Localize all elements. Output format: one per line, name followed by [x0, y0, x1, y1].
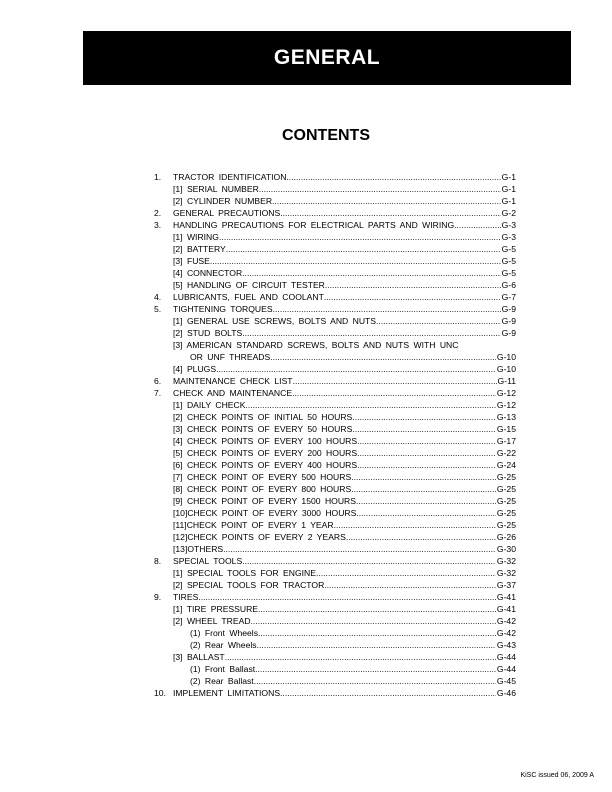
contents-heading: CONTENTS — [282, 127, 370, 144]
toc-leader-dots — [270, 351, 496, 363]
toc-entry-line — [173, 255, 516, 267]
toc-entry-page: G-25 — [496, 520, 516, 530]
toc-entry[interactable] — [154, 171, 516, 183]
toc-entry-line — [173, 219, 516, 231]
toc-entry-page: G-10 — [496, 352, 516, 362]
toc-entry-page: G-42 — [496, 616, 516, 626]
toc-entry-line — [173, 459, 516, 471]
toc-entry-label: [3] FUSE — [173, 256, 210, 266]
toc-entry-line — [173, 543, 516, 555]
toc-entry-line — [173, 183, 516, 195]
toc-entry-page: G-3 — [501, 220, 516, 230]
toc-entry[interactable] — [154, 591, 516, 603]
toc-entry[interactable] — [154, 267, 516, 279]
toc-entry[interactable] — [154, 651, 516, 663]
toc-leader-dots — [242, 267, 501, 279]
toc-entry[interactable] — [154, 399, 516, 411]
toc-entry-page: G-9 — [501, 304, 516, 314]
toc-entry-page: G-42 — [496, 628, 516, 638]
toc-entry[interactable] — [154, 423, 516, 435]
toc-entry-line — [190, 351, 516, 363]
toc-leader-dots — [324, 579, 496, 591]
toc-leader-dots — [280, 207, 500, 219]
toc-entry-number: 3. — [154, 220, 162, 230]
toc-entry-label: (1) Front Wheels — [190, 628, 258, 638]
toc-entry-line — [173, 435, 516, 447]
toc-leader-dots — [257, 639, 496, 651]
toc-leader-dots — [324, 291, 501, 303]
toc-entry[interactable] — [154, 519, 516, 531]
toc-leader-dots — [376, 315, 501, 327]
toc-entry-page: G-32 — [496, 556, 516, 566]
toc-entry-label: [5] HANDLING OF CIRCUIT TESTER — [173, 280, 325, 290]
section-title: GENERAL — [273, 46, 381, 69]
toc-leader-dots — [356, 495, 496, 507]
toc-entry-page: G-6 — [501, 280, 516, 290]
toc-entry-line — [173, 447, 516, 459]
issue-footer: KiSC issued 06, 2009 A — [520, 772, 594, 779]
toc-entry[interactable] — [154, 315, 516, 327]
toc-entry-number: 8. — [154, 556, 162, 566]
toc-entry-line — [173, 315, 516, 327]
toc-entry[interactable] — [154, 459, 516, 471]
toc-entry-line — [173, 495, 516, 507]
toc-entry-label: CHECK AND MAINTENANCE — [173, 388, 293, 398]
toc-entry-page: G-30 — [496, 544, 516, 554]
toc-entry-label: [10]CHECK POINT OF EVERY 3000 HOURS — [173, 508, 357, 518]
toc-leader-dots — [352, 411, 496, 423]
toc-leader-dots — [242, 555, 496, 567]
toc-leader-dots — [226, 243, 501, 255]
toc-entry-label: [4] CONNECTOR — [173, 268, 243, 278]
toc-entry-label: [1] DAILY CHECK — [173, 400, 246, 410]
toc-entry-label: [13]OTHERS — [173, 544, 224, 554]
toc-entry-label: [12]CHECK POINTS OF EVERY 2 YEARS — [173, 532, 346, 542]
toc-leader-dots — [272, 195, 501, 207]
toc-entry-line — [173, 195, 516, 207]
toc-entry-page: G-25 — [496, 472, 516, 482]
toc-entry-page: G-5 — [501, 256, 516, 266]
toc-entry-line — [173, 399, 516, 411]
toc-entry-number: 4. — [154, 292, 162, 302]
toc-leader-dots — [245, 399, 495, 411]
toc-entry-line — [173, 363, 516, 375]
toc-entry[interactable] — [154, 243, 516, 255]
toc-leader-dots — [351, 471, 496, 483]
toc-leader-dots — [286, 171, 500, 183]
toc-leader-dots — [334, 519, 496, 531]
toc-leader-dots — [273, 303, 501, 315]
toc-entry-line — [173, 231, 516, 243]
toc-entry-line — [190, 675, 516, 687]
toc-entry-page: G-44 — [496, 652, 516, 662]
toc-entry-label: SPECIAL TOOLS — [173, 556, 243, 566]
toc-entry-line — [173, 375, 516, 387]
toc-entry[interactable] — [154, 507, 516, 519]
toc-entry-label: TIGHTENING TORQUES — [173, 304, 273, 314]
toc-entry-line — [173, 555, 516, 567]
toc-entry-line — [173, 339, 458, 351]
toc-entry[interactable] — [154, 183, 516, 195]
toc-entry-line — [173, 279, 516, 291]
toc-entry[interactable] — [154, 603, 516, 615]
toc-entry-page: G-13 — [496, 412, 516, 422]
toc-entry-page: G-26 — [496, 532, 516, 542]
toc-entry-label: [1] TIRE PRESSURE — [173, 604, 259, 614]
toc-entry-label: [1] SPECIAL TOOLS FOR ENGINE — [173, 568, 316, 578]
toc-entry[interactable] — [154, 471, 516, 483]
toc-entry-line — [173, 243, 516, 255]
toc-entry-label: [9] CHECK POINT OF EVERY 1500 HOURS — [173, 496, 356, 506]
toc-entry[interactable] — [154, 579, 516, 591]
toc-entry-page: G-12 — [496, 388, 516, 398]
toc-leader-dots — [259, 183, 501, 195]
toc-entry-label: [2] SPECIAL TOOLS FOR TRACTOR — [173, 580, 325, 590]
toc-leader-dots — [255, 663, 496, 675]
toc-leader-dots — [225, 651, 496, 663]
toc-entry-number: 7. — [154, 388, 162, 398]
toc-entry-label: [3] BALLAST — [173, 652, 225, 662]
toc-entry-page: G-12 — [496, 400, 516, 410]
toc-entry[interactable] — [154, 567, 516, 579]
toc-entry[interactable] — [154, 555, 516, 567]
toc-entry[interactable] — [154, 543, 516, 555]
toc-entry-page: G-1 — [501, 184, 516, 194]
toc-entry-label: [2] CHECK POINTS OF INITIAL 50 HOURS — [173, 412, 353, 422]
toc-entry-page: G-1 — [501, 172, 516, 182]
toc-leader-dots — [357, 435, 496, 447]
toc-entry-label: IMPLEMENT LIMITATIONS — [173, 688, 281, 698]
toc-entry[interactable] — [154, 363, 516, 375]
toc-entry-line — [173, 567, 516, 579]
toc-entry[interactable] — [154, 531, 516, 543]
toc-entry-label: OR UNF THREADS — [190, 352, 271, 362]
toc-entry-number: 9. — [154, 592, 162, 602]
toc-entry-page: G-17 — [496, 436, 516, 446]
toc-leader-dots — [216, 363, 496, 375]
toc-leader-dots — [210, 255, 501, 267]
toc-entry[interactable] — [154, 351, 516, 363]
toc-entry-line — [173, 603, 516, 615]
toc-entry[interactable] — [154, 627, 516, 639]
toc-entry-line — [173, 387, 516, 399]
toc-entry-label: HANDLING PRECAUTIONS FOR ELECTRICAL PARTS AND WIRING — [173, 220, 455, 230]
toc-entry[interactable] — [154, 303, 516, 315]
toc-entry-label: (1) Front Ballast — [190, 664, 256, 674]
toc-entry-line — [173, 291, 516, 303]
toc-entry-page: G-43 — [496, 640, 516, 650]
toc-leader-dots — [198, 591, 496, 603]
toc-leader-dots — [316, 567, 496, 579]
toc-entry-page: G-7 — [501, 292, 516, 302]
toc-entry[interactable] — [154, 687, 516, 699]
toc-entry[interactable] — [154, 615, 516, 627]
toc-entry[interactable] — [154, 291, 516, 303]
toc-entry-line — [190, 639, 516, 651]
toc-leader-dots — [258, 603, 496, 615]
toc-entry-page: G-22 — [496, 448, 516, 458]
toc-entry-page: G-10 — [496, 364, 516, 374]
toc-entry-line — [173, 591, 516, 603]
toc-entry-line — [173, 327, 516, 339]
toc-entry-page: G-46 — [496, 688, 516, 698]
toc-entry-label: [6] CHECK POINTS OF EVERY 400 HOURS — [173, 460, 358, 470]
toc-leader-dots — [258, 627, 496, 639]
toc-entry-label: [4] CHECK POINTS OF EVERY 100 HOURS — [173, 436, 358, 446]
toc-entry-label: [1] WIRING — [173, 232, 219, 242]
toc-entry-label: [3] AMERICAN STANDARD SCREWS, BOLTS AND NUTS WITH UNC — [173, 340, 459, 350]
toc-entry-line — [173, 267, 516, 279]
toc-leader-dots — [357, 459, 496, 471]
toc-entry-page: G-25 — [496, 508, 516, 518]
toc-entry-page: G-5 — [501, 244, 516, 254]
toc-leader-dots — [454, 219, 501, 231]
toc-entry-line — [173, 207, 516, 219]
toc-entry-page: G-41 — [496, 592, 516, 602]
toc-entry-line — [173, 615, 516, 627]
toc-leader-dots — [351, 483, 496, 495]
toc-leader-dots — [293, 375, 497, 387]
toc-entry-line — [173, 483, 516, 495]
toc-entry[interactable] — [154, 387, 516, 399]
toc-entry[interactable] — [154, 411, 516, 423]
toc-entry-line — [173, 531, 516, 543]
toc-entry-line — [173, 519, 516, 531]
toc-entry[interactable] — [154, 339, 516, 351]
toc-entry[interactable] — [154, 195, 516, 207]
toc-entry[interactable] — [154, 675, 516, 687]
toc-entry-page: G-25 — [496, 496, 516, 506]
toc-entry-label: [1] GENERAL USE SCREWS, BOLTS AND NUTS — [173, 316, 377, 326]
toc-entry[interactable] — [154, 663, 516, 675]
toc-entry-page: G-2 — [501, 208, 516, 218]
toc-entry-label: [2] CYLINDER NUMBER — [173, 196, 273, 206]
toc-entry-label: GENERAL PRECAUTIONS — [173, 208, 281, 218]
toc-entry-label: [7] CHECK POINT OF EVERY 500 HOURS — [173, 472, 352, 482]
toc-entry-label: [2] BATTERY — [173, 244, 226, 254]
toc-entry-page: G-9 — [501, 316, 516, 326]
toc-entry-line — [190, 663, 516, 675]
toc-entry-label: [2] WHEEL TREAD — [173, 616, 251, 626]
toc-entry-line — [173, 411, 516, 423]
toc-entry-number: 6. — [154, 376, 162, 386]
toc-entry-line — [173, 423, 516, 435]
toc-leader-dots — [352, 423, 496, 435]
toc-entry[interactable] — [154, 375, 516, 387]
toc-entry-line — [173, 171, 516, 183]
toc-entry-number: 5. — [154, 304, 162, 314]
toc-leader-dots — [280, 687, 496, 699]
toc-entry-number: 1. — [154, 172, 162, 182]
toc-entry-label: [4] PLUGS — [173, 364, 217, 374]
toc-entry-line — [173, 651, 516, 663]
toc-leader-dots — [251, 615, 496, 627]
toc-entry[interactable] — [154, 219, 516, 231]
toc-entry-page: G-3 — [501, 232, 516, 242]
toc-leader-dots — [254, 675, 496, 687]
toc-entry[interactable] — [154, 231, 516, 243]
toc-leader-dots — [356, 507, 496, 519]
toc-entry-label: TIRES — [173, 592, 199, 602]
toc-entry-page: G-32 — [496, 568, 516, 578]
toc-entry[interactable] — [154, 495, 516, 507]
toc-entry-label: [2] STUD BOLTS — [173, 328, 243, 338]
toc-entry-page: G-15 — [496, 424, 516, 434]
toc-entry-page: G-41 — [496, 604, 516, 614]
toc-leader-dots — [357, 447, 496, 459]
toc-entry-page: G-44 — [496, 664, 516, 674]
toc-entry[interactable] — [154, 447, 516, 459]
toc-entry-label: MAINTENANCE CHECK LIST — [173, 376, 293, 386]
toc-entry-label: [3] CHECK POINTS OF EVERY 50 HOURS — [173, 424, 353, 434]
toc-entry-label: (2) Rear Ballast — [190, 676, 254, 686]
toc-entry-line — [173, 303, 516, 315]
toc-entry-label: [5] CHECK POINTS OF EVERY 200 HOURS — [173, 448, 358, 458]
toc-entry-line — [173, 507, 516, 519]
toc-entry[interactable] — [154, 435, 516, 447]
toc-entry[interactable] — [154, 255, 516, 267]
toc-entry-page: G-45 — [496, 676, 516, 686]
toc-entry-page: G-25 — [496, 484, 516, 494]
toc-leader-dots — [325, 279, 501, 291]
toc-entry-label: (2) Rear Wheels — [190, 640, 257, 650]
toc-entry-page: G-9 — [501, 328, 516, 338]
toc-entry-number: 2. — [154, 208, 162, 218]
toc-entry-label: [11]CHECK POINT OF EVERY 1 YEAR — [173, 520, 334, 530]
toc-leader-dots — [346, 531, 496, 543]
section-banner — [83, 31, 571, 85]
toc-leader-dots — [242, 327, 500, 339]
toc-entry-line — [173, 579, 516, 591]
toc-entry-label: LUBRICANTS, FUEL AND COOLANT — [173, 292, 324, 302]
toc-entry-number: 10. — [154, 688, 166, 698]
toc-entry-line — [173, 687, 516, 699]
toc-entry-page: G-5 — [501, 268, 516, 278]
toc-entry[interactable] — [154, 483, 516, 495]
toc-entry-page: G-24 — [496, 460, 516, 470]
toc-entry-page: G-1 — [501, 196, 516, 206]
toc-entry-line — [173, 471, 516, 483]
toc-entry-label: TRACTOR IDENTIFICATION — [173, 172, 287, 182]
toc-entry[interactable] — [154, 639, 516, 651]
toc-entry[interactable] — [154, 279, 516, 291]
toc-leader-dots — [223, 543, 496, 555]
toc-entry-page: G-11 — [497, 376, 516, 386]
toc-leader-dots — [219, 231, 501, 243]
toc-entry[interactable] — [154, 327, 516, 339]
toc-entry-line — [190, 627, 516, 639]
toc-leader-dots — [292, 387, 496, 399]
toc-entry-page: G-37 — [496, 580, 516, 590]
table-of-contents — [154, 171, 516, 699]
toc-entry-label: [1] SERIAL NUMBER — [173, 184, 259, 194]
toc-entry-label: [8] CHECK POINT OF EVERY 800 HOURS — [173, 484, 352, 494]
toc-entry[interactable] — [154, 207, 516, 219]
